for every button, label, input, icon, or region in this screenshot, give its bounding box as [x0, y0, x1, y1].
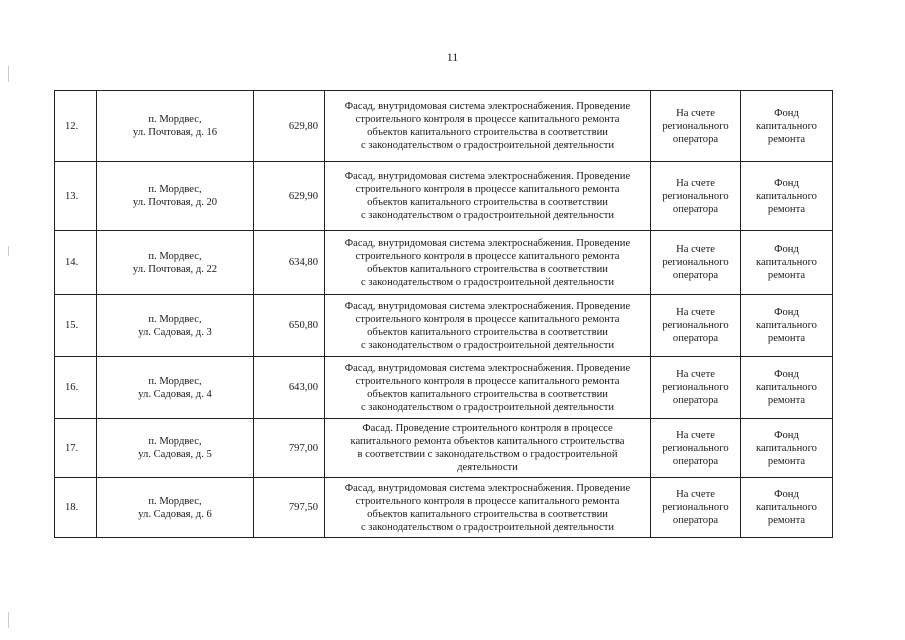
- account-type-line: регионального: [662, 257, 729, 268]
- funding-source-line: капитального: [756, 502, 817, 513]
- address-street: ул. Садовая, д. 4: [138, 388, 212, 400]
- work-description-line: Фасад, внутридомовая система электроснабжения. Проведение: [344, 237, 631, 249]
- address-street: ул. Садовая, д. 6: [138, 508, 212, 520]
- account-type-line: На счете: [676, 107, 715, 119]
- row-number-cell: 14.: [55, 231, 97, 295]
- account-type-cell: [651, 419, 741, 478]
- work-description-line: Фасад. Проведение строительного контроля в процессе: [362, 423, 613, 434]
- work-description-cell: [325, 231, 651, 295]
- area-cell: 634,80: [254, 231, 325, 295]
- work-description-line: строительного контроля в процессе капитального ремонта: [355, 375, 620, 387]
- funding-source-cell: [741, 478, 833, 538]
- work-description-cell: [325, 357, 651, 419]
- work-description-line: Фасад, внутридомовая система электроснабжения. Проведение: [344, 362, 631, 374]
- work-description-line: строительного контроля в процессе капитального ремонта: [355, 495, 620, 507]
- work-description-line: деятельности: [457, 462, 518, 473]
- work-description-line: с законодательством о градостроительной деятельности: [360, 339, 615, 351]
- account-type-line: регионального: [662, 382, 729, 393]
- table-row: [55, 357, 833, 419]
- account-type-cell: [651, 231, 741, 295]
- row-number-cell: 18.: [55, 478, 97, 538]
- address-settlement: п. Мордвес,: [148, 250, 202, 262]
- funding-source-line: капитального: [756, 120, 817, 132]
- row-number-cell: 16.: [55, 357, 97, 419]
- work-description-cell: [325, 478, 651, 538]
- area-cell: 629,80: [254, 91, 325, 162]
- account-type-line: регионального: [662, 502, 729, 513]
- work-description-line: строительного контроля в процессе капитального ремонта: [355, 250, 620, 262]
- account-type-line: регионального: [662, 320, 729, 331]
- area-cell: 797,00: [254, 419, 325, 478]
- work-description-line: Фасад, внутридомовая система электроснабжения. Проведение: [344, 101, 631, 112]
- area-cell: 650,80: [254, 295, 325, 357]
- account-type-cell: [651, 295, 741, 357]
- funding-source-line: Фонд: [774, 244, 799, 255]
- account-type-line: оператора: [672, 270, 719, 281]
- account-type-line: оператора: [672, 515, 719, 526]
- address-settlement: п. Мордвес,: [148, 375, 202, 387]
- scan-edge-mark: [8, 612, 9, 628]
- table-body: [55, 91, 833, 538]
- scan-edge-mark: [8, 246, 9, 256]
- work-description-line: Фасад, внутридомовая система электроснабжения. Проведение: [344, 300, 631, 312]
- funding-source-line: капитального: [756, 382, 817, 393]
- funding-source-line: ремонта: [767, 133, 806, 145]
- row-number-cell: 17.: [55, 419, 97, 478]
- address-cell: [97, 295, 254, 357]
- work-description-line: объектов капитального строительства в соответствии: [367, 508, 608, 520]
- funding-source-line: капитального: [756, 257, 817, 268]
- work-description-line: строительного контроля в процессе капитального ремонта: [355, 114, 620, 125]
- account-type-line: оператора: [672, 395, 719, 406]
- account-type-line: оператора: [672, 455, 719, 467]
- funding-source-line: Фонд: [774, 307, 799, 318]
- work-description-line: с законодательством о градостроительной деятельности: [360, 401, 615, 413]
- funding-source-line: Фонд: [774, 369, 799, 380]
- address-settlement: п. Мордвес,: [148, 184, 202, 195]
- work-description-line: капитального ремонта объектов капитального строительства: [350, 436, 625, 447]
- work-description-line: Фасад, внутридомовая система электроснабжения. Проведение: [344, 171, 631, 182]
- address-street: ул. Садовая, д. 3: [138, 326, 212, 338]
- address-street: ул. Почтовая, д. 20: [132, 197, 218, 208]
- area-cell: 643,00: [254, 357, 325, 419]
- work-description-line: с законодательством о градостроительной деятельности: [360, 276, 615, 288]
- work-description-line: с законодательством о градостроительной деятельности: [360, 521, 615, 533]
- funding-source-cell: [741, 231, 833, 295]
- account-type-cell: [651, 162, 741, 231]
- page-number: 11: [446, 50, 459, 64]
- address-cell: [97, 478, 254, 538]
- area-cell: 629,90: [254, 162, 325, 231]
- funding-source-cell: [741, 357, 833, 419]
- work-description-line: строительного контроля в процессе капитального ремонта: [355, 184, 620, 195]
- work-description-line: с законодательством о градостроительной деятельности: [360, 210, 615, 221]
- funding-source-line: капитального: [756, 442, 817, 454]
- scan-edge-mark: [8, 66, 9, 82]
- work-description-line: объектов капитального строительства в соответствии: [367, 388, 608, 400]
- funding-source-cell: [741, 162, 833, 231]
- funding-source-cell: [741, 91, 833, 162]
- account-type-line: На счете: [676, 177, 715, 189]
- address-settlement: п. Мордвес,: [148, 114, 202, 125]
- account-type-line: На счете: [676, 244, 715, 255]
- funding-source-line: ремонта: [767, 203, 806, 215]
- funding-source-cell: [741, 295, 833, 357]
- account-type-line: регионального: [662, 442, 729, 454]
- address-settlement: п. Мордвес,: [148, 436, 202, 447]
- repair-schedule-table-wrap: [54, 90, 832, 538]
- account-type-line: оператора: [672, 133, 719, 145]
- work-description-line: объектов капитального строительства в соответствии: [367, 326, 608, 338]
- account-type-line: регионального: [662, 120, 729, 132]
- work-description-line: объектов капитального строительства в соответствии: [367, 263, 608, 275]
- funding-source-line: ремонта: [767, 333, 806, 344]
- funding-source-line: ремонта: [767, 395, 806, 406]
- row-number-cell: 15.: [55, 295, 97, 357]
- table-row: [55, 231, 833, 295]
- address-cell: [97, 231, 254, 295]
- address-street: ул. Почтовая, д. 16: [132, 127, 218, 138]
- address-cell: [97, 162, 254, 231]
- funding-source-line: капитального: [756, 320, 817, 331]
- work-description-line: объектов капитального строительства в соответствии: [367, 127, 608, 138]
- account-type-cell: [651, 91, 741, 162]
- funding-source-line: капитального: [756, 190, 817, 202]
- work-description-cell: [325, 162, 651, 231]
- table-row: [55, 91, 833, 162]
- work-description-cell: [325, 91, 651, 162]
- work-description-line: строительного контроля в процессе капитального ремонта: [355, 313, 620, 325]
- work-description-line: Фасад, внутридомовая система электроснабжения. Проведение: [344, 482, 631, 494]
- work-description-line: с законодательством о градостроительной деятельности: [360, 140, 615, 151]
- address-settlement: п. Мордвес,: [148, 495, 202, 507]
- work-description-line: в соответствии с законодательством о градостроительной: [357, 449, 618, 460]
- funding-source-line: ремонта: [767, 270, 806, 281]
- funding-source-line: Фонд: [774, 429, 799, 441]
- account-type-line: оператора: [672, 203, 719, 215]
- account-type-cell: [651, 357, 741, 419]
- funding-source-line: Фонд: [774, 177, 799, 189]
- account-type-line: На счете: [676, 307, 715, 318]
- address-street: ул. Почтовая, д. 22: [132, 263, 218, 275]
- funding-source-line: ремонта: [767, 515, 806, 526]
- row-number-cell: 12.: [55, 91, 97, 162]
- address-cell: [97, 91, 254, 162]
- account-type-line: На счете: [676, 429, 715, 441]
- work-description-cell: [325, 295, 651, 357]
- repair-schedule-table: [54, 90, 833, 538]
- table-row: [55, 162, 833, 231]
- account-type-line: На счете: [676, 489, 715, 500]
- table-row: [55, 295, 833, 357]
- account-type-cell: [651, 478, 741, 538]
- account-type-line: оператора: [672, 333, 719, 344]
- row-number-cell: 13.: [55, 162, 97, 231]
- address-settlement: п. Мордвес,: [148, 313, 202, 325]
- work-description-cell: [325, 419, 651, 478]
- account-type-line: На счете: [676, 369, 715, 380]
- account-type-line: регионального: [662, 190, 729, 202]
- table-row: [55, 419, 833, 478]
- funding-source-cell: [741, 419, 833, 478]
- area-cell: 797,50: [254, 478, 325, 538]
- work-description-line: объектов капитального строительства в соответствии: [367, 197, 608, 208]
- funding-source-line: Фонд: [774, 489, 799, 500]
- address-cell: [97, 419, 254, 478]
- funding-source-line: Фонд: [774, 107, 799, 119]
- funding-source-line: ремонта: [767, 455, 806, 467]
- address-street: ул. Садовая, д. 5: [138, 449, 212, 460]
- address-cell: [97, 357, 254, 419]
- table-row: [55, 478, 833, 538]
